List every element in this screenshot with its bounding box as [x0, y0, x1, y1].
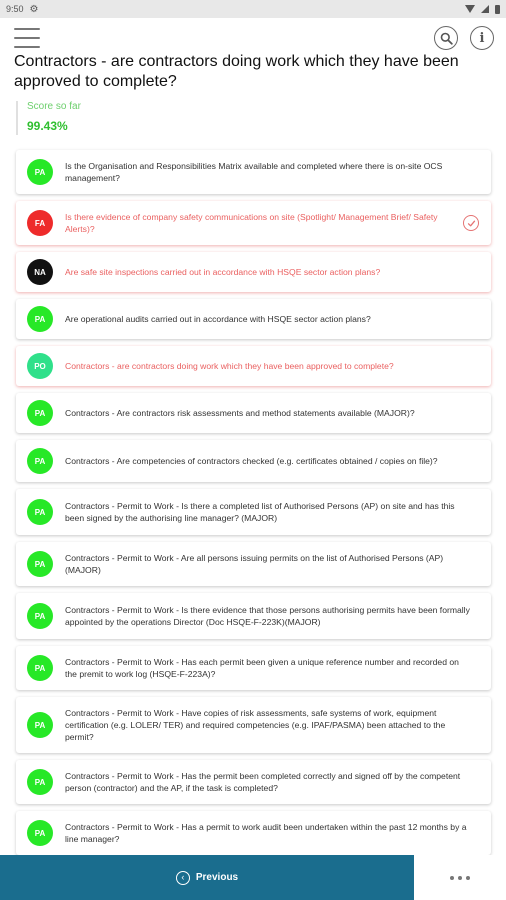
search-button[interactable]	[434, 26, 458, 50]
score-so-far	[16, 101, 81, 135]
status-badge: PA	[27, 769, 53, 795]
question-text: Contractors - Permit to Work - Is there evidence that those persons authorising permits have been formally appointed by the operations Director (Doc HSQE-F-223K)(MAJOR)	[65, 605, 470, 627]
question-card[interactable]	[16, 150, 491, 194]
status-time: 9:50	[6, 4, 24, 14]
question-card[interactable]	[16, 393, 491, 433]
hamburger-icon[interactable]	[14, 28, 40, 48]
question-text: Contractors - Permit to Work - Are all persons issuing permits on the list of Authorised Persons (AP) (MAJOR)	[65, 553, 444, 575]
score-label: Score so far	[27, 101, 81, 112]
question-text: Contractors - Permit to Work - Have copies of risk assessments, safe systems of work, equipment certification (e.g. LOLER/ TER) and required competencies (e.g. IPAF/PASMA) been attached to the permit?	[65, 708, 446, 742]
question-card[interactable]	[16, 440, 491, 482]
question-card[interactable]	[16, 760, 491, 804]
score-value: 99.43%	[27, 119, 68, 133]
status-badge: PA	[27, 655, 53, 681]
question-card[interactable]	[16, 489, 491, 535]
question-card[interactable]	[16, 811, 491, 855]
question-text: Contractors - Are contractors risk assessments and method statements available (MAJOR)?	[65, 408, 415, 418]
status-badge: PA	[27, 448, 53, 474]
status-badge: PO	[27, 353, 53, 379]
question-text: Contractors - are contractors doing work which they have been approved to complete?	[65, 361, 394, 371]
page-title: Contractors - are contractors doing work which they have been approved to complete?	[14, 53, 459, 90]
question-card[interactable]	[16, 201, 491, 245]
status-bar	[0, 0, 506, 18]
status-badge: PA	[27, 551, 53, 577]
question-card[interactable]	[16, 593, 491, 639]
question-text: Are operational audits carried out in accordance with HSQE sector action plans?	[65, 314, 371, 324]
question-card[interactable]	[16, 346, 491, 386]
question-text: Contractors - Permit to Work - Has the permit been completed correctly and signed off by the competent person (contractor) and the AP, if the task is completed?	[65, 771, 461, 793]
question-card[interactable]	[16, 542, 491, 586]
previous-button[interactable]	[0, 855, 414, 900]
status-badge: PA	[27, 499, 53, 525]
question-text: Contractors - Permit to Work - Has each permit been given a unique reference number and recorded on the premit to work log (HSQE-F-223A)?	[65, 657, 459, 679]
search-icon	[440, 32, 453, 45]
battery-icon	[495, 5, 500, 14]
status-badge: PA	[27, 306, 53, 332]
previous-label: Previous	[195, 872, 239, 883]
question-text: Contractors - Permit to Work - Is there a completed list of Authorised Persons (AP) on site and has this been signed by the authorising line manager? (MAJOR)	[65, 501, 455, 523]
question-card[interactable]	[16, 252, 491, 292]
more-dots-icon[interactable]	[414, 855, 506, 900]
status-badge: PA	[27, 712, 53, 738]
status-badge: PA	[27, 400, 53, 426]
question-card[interactable]	[16, 697, 491, 753]
bottom-bar	[0, 855, 506, 900]
check-circle-icon[interactable]	[463, 215, 479, 231]
signal-icon	[481, 5, 489, 13]
question-card[interactable]	[16, 646, 491, 690]
chevron-left-circle-icon: ‹	[176, 871, 190, 885]
question-card[interactable]	[16, 299, 491, 339]
question-text: Is the Organisation and Responsibilities Matrix available and completed where there is on-site OCS management?	[65, 161, 443, 183]
question-text: Contractors - Permit to Work - Has a permit to work audit been undertaken within the past 12 months by a line manager?	[65, 822, 467, 844]
wifi-icon	[465, 5, 475, 13]
status-badge: PA	[27, 159, 53, 185]
info-button[interactable]	[470, 26, 494, 50]
status-icons	[465, 5, 500, 14]
settings-status-icon: ⚙	[29, 3, 39, 15]
status-badge: PA	[27, 603, 53, 629]
status-badge: NA	[27, 259, 53, 285]
question-text: Is there evidence of company safety communications on site (Spotlight/ Management Brief/ Safety Alerts)?	[65, 212, 438, 234]
info-icon: i	[479, 30, 485, 46]
app-header	[0, 22, 506, 56]
status-badge: FA	[27, 210, 53, 236]
question-text: Are safe site inspections carried out in accordance with HSQE sector action plans?	[65, 267, 381, 277]
question-text: Contractors - Are competencies of contractors checked (e.g. certificates obtained / copies on file)?	[65, 456, 438, 466]
status-badge: PA	[27, 820, 53, 846]
